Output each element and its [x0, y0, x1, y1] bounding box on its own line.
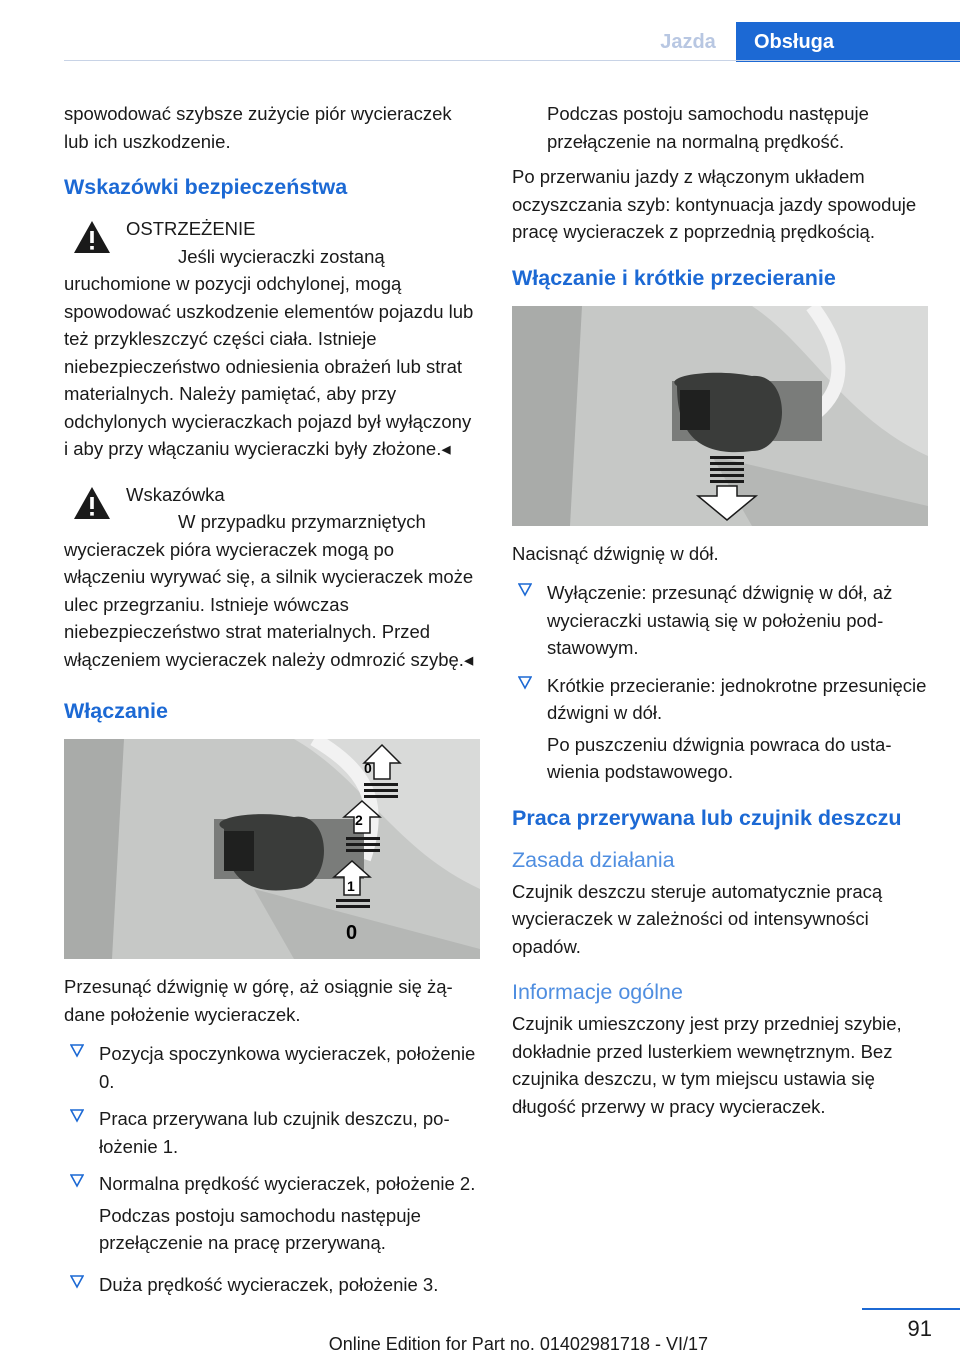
list-item-text: Praca przerywana lub czujnik deszczu, położenie 1. — [99, 1108, 450, 1157]
general-heading: Informacje ogólne — [512, 980, 683, 1004]
list-item-subtext: Podczas postoju samochodu następuje przełączenie na pracę przerywaną. — [99, 1204, 421, 1253]
warning-block — [64, 215, 480, 463]
lever-down-figure — [512, 306, 928, 526]
triangle-bullet-icon — [70, 1275, 84, 1289]
switch-heading: Włączanie — [64, 699, 168, 723]
safety-heading: Wskazówki bezpieczeństwa — [64, 175, 348, 199]
lever-down-illustration — [512, 306, 928, 526]
triangle-bullet-icon — [70, 1044, 84, 1058]
figure-label-0: 0 — [346, 922, 358, 944]
tap-heading: Włączanie i krótkie przecieranie — [512, 265, 836, 290]
principle-text: Czujnik deszczu steruje automatycznie pracą wycieraczek w zależności od intensywności opadów. — [512, 880, 883, 957]
list-item-text: Wyłączenie: przesunąć dźwignię w dół, aż wycieraczki ustawią się w położeniu podstawowym. — [547, 582, 893, 658]
list-item — [512, 579, 928, 662]
triangle-bullet-icon — [518, 583, 532, 597]
tap-list — [512, 579, 928, 786]
figure-label-1: 1 — [347, 878, 355, 894]
list-item — [512, 672, 928, 727]
warning-text: Jeśli wycieraczki zostaną uruchomione w pozycji odchylonej, mogą spowodować uszkodzenie elementów pojazdu lub też przykleszczyć części ciała. Istnieje niebezpieczeństwo odniesienia obrażeń lub strat materialnych. Należy pamiętać, aby przy odchylonych wycieraczkach pojazd był wyłączony i aby przy włączaniu wycieraczki były złożone.◂ — [64, 245, 474, 459]
list-item-text: Krótkie przecieranie: jednokrotne przesunięcie dźwigni w dół. — [547, 674, 927, 723]
list-item — [64, 1271, 480, 1299]
intro-text: spowodować szybsze zużycie piór wycieraczek lub ich uszkodzenie. — [64, 103, 452, 152]
lever-up-figure — [64, 739, 480, 959]
lever-up-illustration — [64, 739, 480, 959]
page-number: 91 — [907, 1316, 932, 1341]
edition-text: Online Edition for Part no. 01402981718 - VI/17 — [328, 1334, 708, 1354]
switch-positions-list — [64, 1040, 480, 1298]
figure-label-2: 2 — [355, 812, 363, 828]
left-column — [64, 100, 480, 1308]
list-item — [64, 1170, 480, 1198]
header-rule — [64, 60, 960, 61]
note-text: W przypadku przymarzniętych wycieraczek pióra wycieraczek mogą po włączeniu wyrywać się, a silnik wycieraczek może ulec przegrzaniu. Istnieje wówczas niebezpieczeństwo strat materialnych. Przed włączeniem wycieraczek należy odmrozić szybę.◂ — [64, 511, 474, 670]
list-item-text: Normalna prędkość wycieraczek, położenie 2. — [99, 1173, 476, 1194]
right-column — [512, 100, 928, 1120]
note-title: Wskazówka — [126, 483, 225, 505]
list-item — [64, 1105, 480, 1160]
tap-text: Nacisnąć dźwignię w dół. — [512, 542, 719, 564]
footer-rule — [862, 1308, 960, 1310]
triangle-bullet-icon — [518, 676, 532, 690]
list-item-subtext: Po puszczeniu dźwignia powraca do ustawienia podstawowego. — [547, 733, 892, 782]
resume-text: Po przerwaniu jazdy z włączonym układem oczyszczania szyb: kontynuacja jazdy spowoduje pracę wycieraczek z poprzednią prędkością. — [512, 166, 917, 242]
warning-triangle-icon — [72, 219, 112, 255]
header-tab-obsluga[interactable]: Obsługa — [736, 22, 960, 62]
note-block — [64, 481, 480, 674]
general-text: Czujnik umieszczony jest przy przedniej szybie, dokładnie przed lusterkiem wewnętrznym. Bez czujnika deszczu, w tym miejscu ustawia się długość przerwy w pracy wycieraczek. — [512, 1013, 902, 1117]
warning-triangle-icon — [72, 485, 112, 521]
switch-text: Przesunąć dźwignię w górę, aż osiągnie się żądane położenie wycieraczek. — [64, 976, 453, 1025]
principle-heading: Zasada działania — [512, 847, 675, 872]
triangle-bullet-icon — [70, 1109, 84, 1123]
figure-label-3: 0 — [364, 760, 372, 776]
list-item-text: Pozycja spoczynkowa wycieraczek, położenie 0. — [99, 1043, 476, 1092]
rain-heading: Praca przerywana lub czujnik deszczu — [512, 805, 902, 830]
header-tab-jazda[interactable]: Jazda — [660, 31, 716, 53]
continued-subtext: Podczas postoju samochodu następuje przełączenie na normalną prędkość. — [547, 103, 869, 152]
warning-title: OSTRZEŻENIE — [126, 218, 256, 239]
triangle-bullet-icon — [70, 1174, 84, 1188]
list-item — [64, 1040, 480, 1095]
list-item-text: Duża prędkość wycieraczek, położenie 3. — [99, 1273, 439, 1295]
